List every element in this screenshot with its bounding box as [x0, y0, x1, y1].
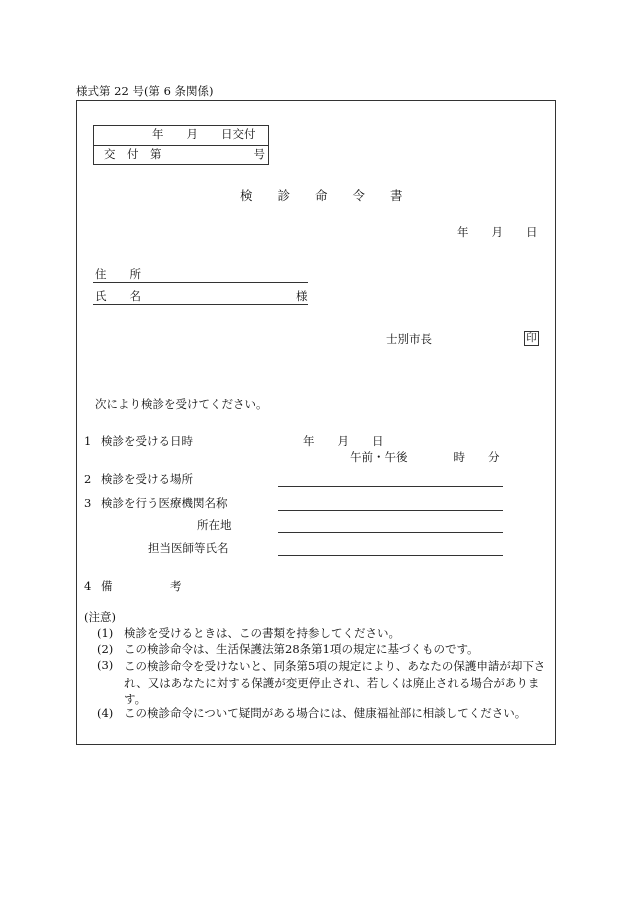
note-1-text: 検診を受けるときは、この書類を持参してください。 [124, 626, 400, 640]
item-1-label: 検診を受ける日時 [101, 434, 193, 448]
item-3-doctor-label: 担当医師等氏名 [148, 541, 229, 555]
document-title: 検 診 命 令 書 [240, 188, 403, 203]
intro-text: 次により検診を受けてください。 [95, 397, 268, 411]
note-1-number: (1) [97, 626, 114, 640]
issue-number-label: 交 付 第 号 [104, 147, 265, 161]
notes-heading: (注意) [84, 610, 116, 624]
date-line: 年 月 日 [457, 225, 538, 239]
honorific: 様 [296, 289, 308, 303]
name-underline [93, 304, 308, 305]
item-3-underline [278, 510, 503, 511]
item-2-label: 検診を受ける場所 [101, 472, 193, 486]
note-2-number: (2) [97, 642, 114, 656]
note-3-text: この検診命令を受けないと、同条第5項の規定により、あなたの保護申請が却下され、又はあなたに対する保護が変更停止され、若しくは廃止される場合があります。 [124, 659, 546, 707]
item-2-underline [278, 486, 503, 487]
seal-mark: 印 [524, 331, 539, 346]
note-3-text-wrap [124, 658, 552, 708]
note-4-text: この検診命令について疑問がある場合には、健康福祉部に相談してください。 [124, 706, 527, 720]
form-number: 様式第 22 号(第 6 条関係) [76, 84, 214, 98]
item-3-number: 3 [84, 496, 92, 510]
item-4-number: 4 [84, 579, 92, 593]
note-4-number: (4) [97, 706, 114, 720]
note-3-number: (3) [97, 658, 114, 672]
name-label: 氏 名 [95, 289, 141, 303]
issuer: 士別市長 [386, 332, 432, 346]
item-2-number: 2 [84, 472, 92, 486]
address-underline [93, 282, 308, 283]
item-3-location-label: 所在地 [197, 518, 232, 532]
issue-date-label: 年 月 日交付 [152, 127, 256, 141]
item-3-location-underline [278, 532, 503, 533]
address-label: 住 所 [95, 267, 141, 281]
item-1-ampm: 午前・午後 時 分 [350, 450, 500, 464]
issue-box-divider [94, 145, 268, 146]
item-4-label: 備 考 [101, 579, 182, 593]
item-3-doctor-underline [278, 555, 503, 556]
note-2-text: この検診命令は、生活保護法第28条第1項の規定に基づくものです。 [124, 642, 479, 656]
item-3-label: 検診を行う医療機関名称 [101, 496, 228, 510]
item-1-date: 年 月 日 [303, 434, 384, 448]
item-1-number: 1 [84, 434, 92, 448]
